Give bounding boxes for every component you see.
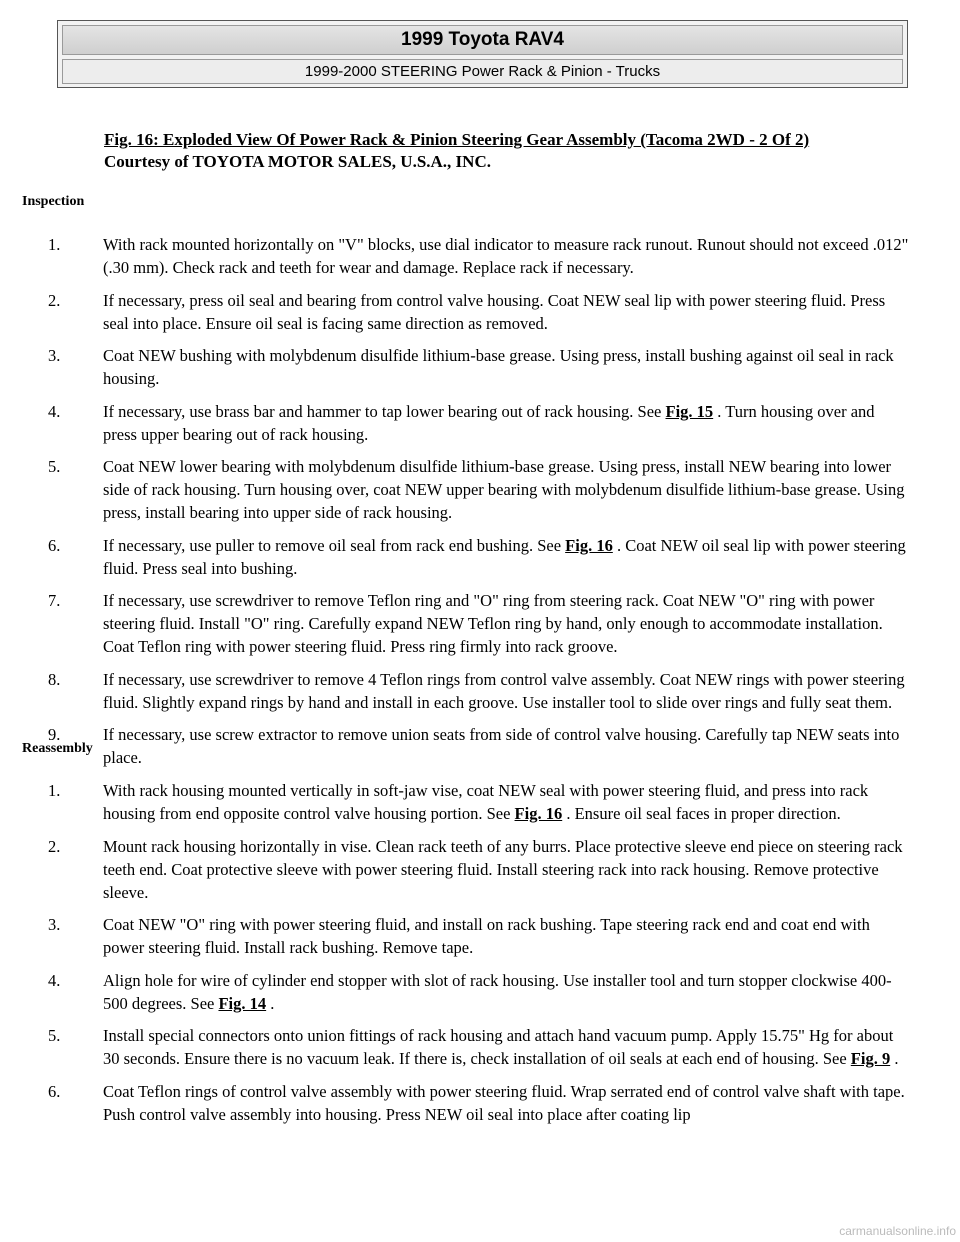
list-item-text: . [266,993,275,1013]
reassembly-heading: Reassembly [22,741,93,756]
figure-caption-title: Fig. 16: Exploded View Of Power Rack & Pinion Steering Gear Assembly (Tacoma 2WD - 2 Of 2) [104,130,810,149]
list-item [48,455,910,524]
list-item [48,344,910,390]
list-item-text: If necessary, use screwdriver to remove Teflon ring and "O" ring from steering rack. Coat NEW "O" ring with power steering fluid. Install "O" ring. Carefully expand NEW Teflon ring by hand, only enough to accommodate installation. Coat Teflon ring with power steering fluid. Press ring firmly into rack groove. [103,591,883,656]
list-item-text: Coat NEW lower bearing with molybdenum disulfide lithium-base grease. Using press, install NEW bearing into lower side of rack housing. Turn housing over, coat NEW upper bearing with molybdenum disulfide lithium-base grease. Using press, install bearing into upper side of rack housing. [103,457,905,522]
list-item [48,400,910,446]
figure-link[interactable]: Fig. 14 [218,993,267,1013]
list-item [48,233,910,279]
list-item-number: 3. [48,915,61,934]
list-item-text: If necessary, use brass bar and hammer to tap lower bearing out of rack housing. See [103,401,666,421]
list-item-number: 4. [48,401,61,421]
list-item-number: 5. [48,457,61,476]
list-item [48,779,910,825]
list-item-text: If necessary, use puller to remove oil seal from rack end bushing. See [103,535,566,555]
list-item-number: 5. [48,1026,61,1045]
list-item [48,534,910,580]
list-item-text: If necessary, use screwdriver to remove 4 Teflon rings from control valve assembly. Coat NEW rings with power steering fluid. Slightly expand rings by hand and install in each groove. Use installer tool to slide over rings and fully seat them. [103,669,905,712]
list-item-text: . Coat NEW oil seal lip with power steering fluid. Press seal into bushing. [103,535,906,578]
inspection-heading: Inspection [22,194,85,209]
list-item-text: With rack mounted horizontally on "V" blocks, use dial indicator to measure rack runout. Runout should not exceed .012" (.30 mm). Check rack and teeth for wear and damage. Replace rack if necessary. [103,235,909,277]
list-item-text: . Turn housing over and press upper bearing out of rack housing. [103,401,875,444]
list-item-number: 2. [48,836,61,856]
list-item [48,589,910,658]
list-item-text: If necessary, press oil seal and bearing from control valve housing. Coat NEW seal lip with power steering fluid. Press seal into place. Ensure oil seal is facing same direction as removed. [103,290,886,333]
list-item [48,835,910,904]
list-item-number: 6. [48,1081,61,1101]
list-item-number: 1. [48,235,61,254]
list-item-number: 7. [48,591,61,610]
list-item-text: . [890,1049,899,1068]
inspection-list [48,233,910,779]
list-item [48,1024,910,1070]
list-item-number: 6. [48,535,61,555]
list-item-text: Install special connectors onto union fittings of rack housing and attach hand vacuum pump. Apply 15.75" Hg for about 30 seconds. Ensure there is no vacuum leak. If there is, check installation of oil seals at each end of housing. See [103,1026,894,1068]
list-item-text: Mount rack housing horizontally in vise. Clean rack teeth of any burrs. Place protective sleeve end piece on steering rack teeth end. Coat protective sleeve with power steering fluid. Install steering rack into rack housing. Remove protective sleeve. [103,836,903,902]
list-item-number: 9. [48,725,61,744]
list-item [48,913,910,959]
list-item-text: If necessary, use screw extractor to remove union seats from side of control valve housing. Carefully tap NEW seats into place. [103,725,900,767]
header-subtitle: 1999-2000 STEERING Power Rack & Pinion - Trucks [62,59,903,84]
list-item-number: 2. [48,290,61,310]
list-item-text: Coat NEW "O" ring with power steering fluid, and install on rack bushing. Tape steering rack end and coat end with power steering fluid. Install rack bushing. Remove tape. [103,915,870,957]
list-item-number: 4. [48,970,61,990]
figure-caption [104,129,924,173]
figure-link[interactable]: Fig. 9 [850,1049,891,1068]
figure-link[interactable]: Fig. 16 [565,535,613,555]
list-item [48,723,910,769]
list-item-text: Coat Teflon rings of control valve assembly with power steering fluid. Wrap serrated end of control valve shaft with tape. Push control valve assembly into housing. Press NEW oil seal into place after coating lip [103,1081,905,1124]
header-title: 1999 Toyota RAV4 [62,25,903,55]
list-item [48,1080,910,1126]
list-item-number: 1. [48,781,61,800]
list-item-text: Align hole for wire of cylinder end stopper with slot of rack housing. Use installer tool and turn stopper clockwise 400-500 degrees. See [103,970,892,1013]
list-item-number: 3. [48,346,61,365]
figure-caption-courtesy: Courtesy of TOYOTA MOTOR SALES, U.S.A., INC. [104,152,491,171]
figure-link[interactable]: Fig. 15 [665,401,714,421]
watermark: carmanualsonline.info [839,1224,956,1238]
page-header [57,20,908,88]
reassembly-list [48,779,910,1135]
list-item-text: . Ensure oil seal faces in proper direction. [562,804,841,823]
list-item [48,289,910,335]
list-item [48,668,910,714]
list-item [48,969,910,1015]
list-item-text: Coat NEW bushing with molybdenum disulfide lithium-base grease. Using press, install bushing against oil seal in rack housing. [103,346,894,388]
list-item-text: With rack housing mounted vertically in soft-jaw vise, coat NEW seal with power steering fluid, and press into rack housing from end opposite control valve housing portion. See [103,781,869,823]
list-item-number: 8. [48,669,61,689]
figure-link[interactable]: Fig. 16 [514,804,563,823]
